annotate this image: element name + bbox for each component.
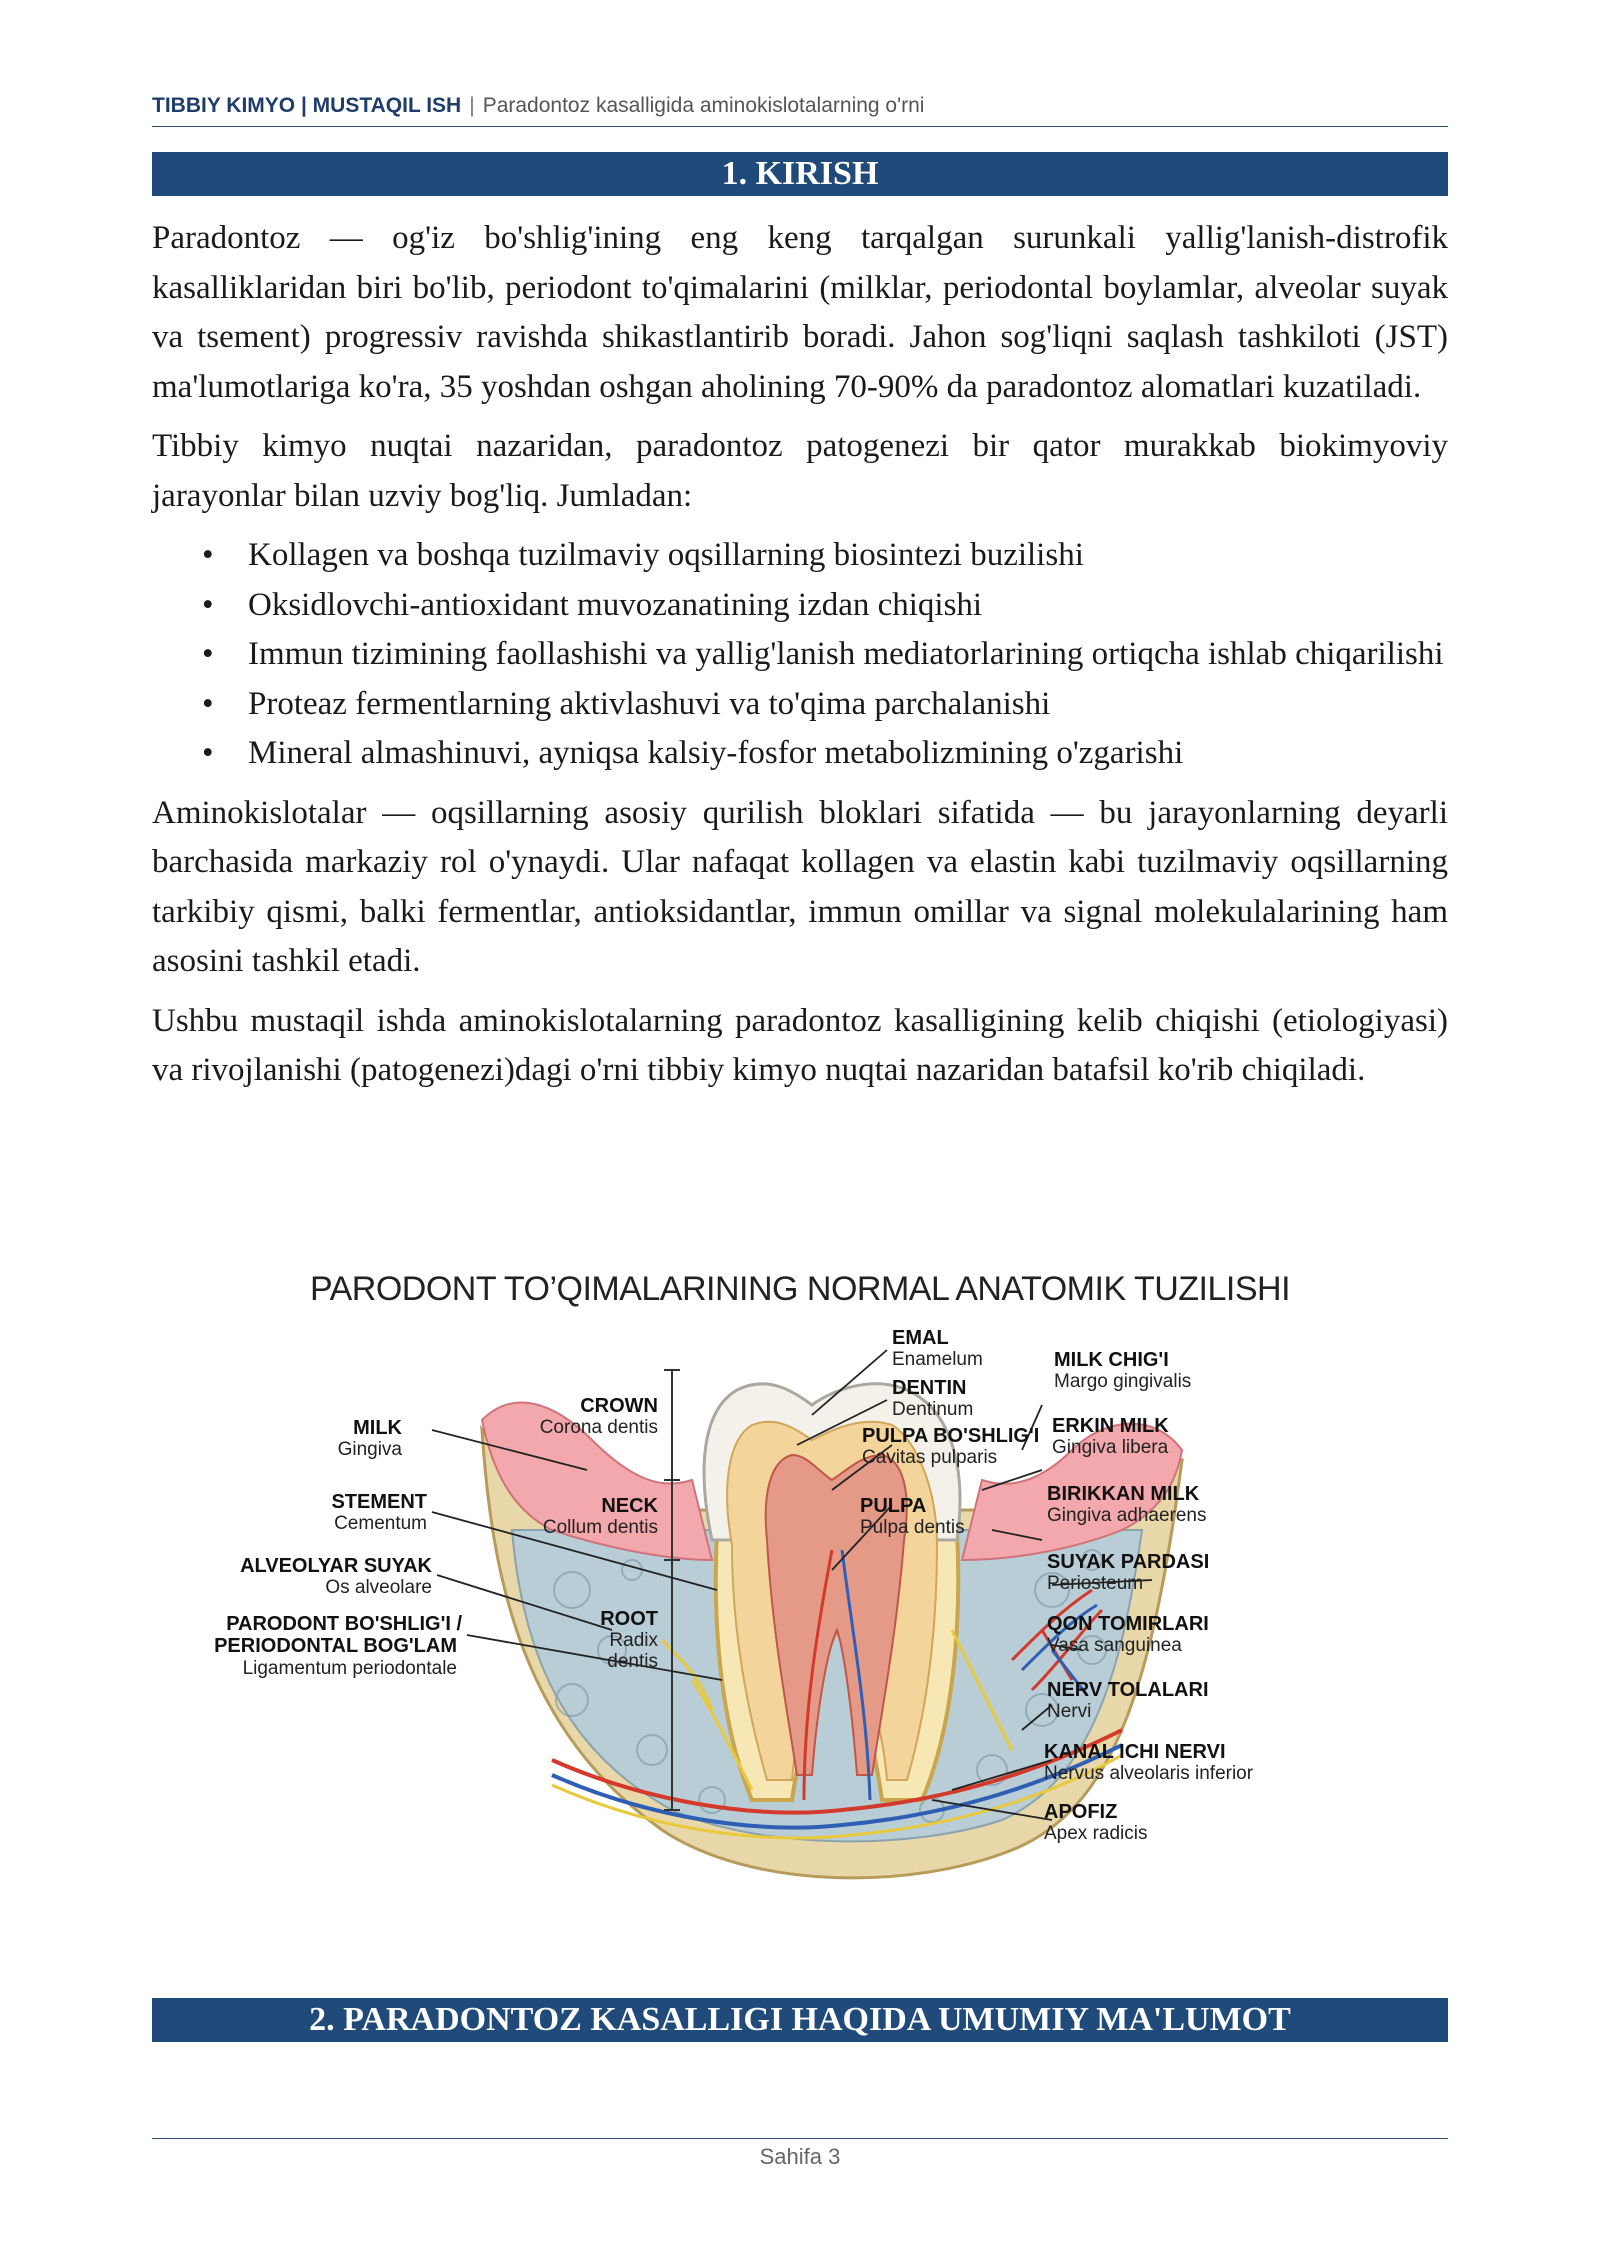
label-cementum: STEMENT [331,1491,427,1513]
label-pulp: PULPA [860,1495,927,1517]
anatomy-figure [192,1270,1408,1910]
list-item [152,630,1448,680]
label-crown-latin: Corona dentis [539,1417,658,1438]
label-gingiva-latin: Gingiva [337,1439,402,1460]
footer-rule [152,2138,1448,2139]
list-item [152,729,1448,779]
list-item-text: Mineral almashinuvi, ayniqsa kalsiy-fosfor metabolizmining o'zgarishi [248,735,1184,771]
list-item-text: Immun tizimining faollashishi va yallig'lanish mediatorlarining ortiqcha ishlab chiqarilishi [248,636,1444,672]
list-item-text: Oksidlovchi-antioxidant muvozanatining izdan chiqishi [248,586,983,623]
list-item [152,680,1448,730]
section-heading-intro: 1. KIRISH [152,152,1448,196]
paragraph: Ushbu mustaqil ishda aminokislotalarning paradontoz kasalligining kelib chiqishi (etiologiyasi) va rivojlanishi (patogenezi)dagi o'rni tibbiy kimyo nuqtai nazaridan batafsil ko'rib chiqiladi. [152,1002,1448,1088]
label-cementum-latin: Cementum [334,1513,427,1534]
list-item [152,531,1448,581]
label-pulp-cavity: PULPA BO'SHLIG'I [862,1425,1040,1447]
label-emal-latin: Enamelum [892,1349,983,1370]
running-header [152,94,1448,118]
figure-title: PARODONT TO’QIMALARINING NORMAL ANATOMIK TUZILISHI [309,1270,1291,1308]
tooth-illustration [192,1330,1408,1910]
label-apex-latin: Apex radicis [1044,1823,1148,1844]
label-periosteum: SUYAK PARDASI [1047,1551,1210,1573]
document-page [152,0,1448,2262]
label-free-gingiva-latin: Gingiva libera [1052,1437,1169,1458]
header-separator: | [469,94,475,117]
label-attached-gingiva-latin: Gingiva adhaerens [1047,1505,1207,1526]
label-free-gingiva: ERKIN MILK [1052,1415,1169,1437]
section-heading-general: 2. PARADONTOZ KASALLIGI HAQIDA UMUMIY MA'LUMOT [152,1998,1448,2042]
label-blood-vessels-latin: Vasa sanguinea [1047,1635,1182,1656]
label-crown: CROWN [580,1395,658,1417]
label-periosteum-latin: Periosteum [1047,1573,1144,1594]
bullet-list [152,531,1448,779]
bullet-glyph: • [202,537,214,573]
label-attached-gingiva: BIRIKKAN MILK [1047,1483,1200,1505]
header-rule [152,126,1448,127]
label-neck: NECK [601,1495,658,1517]
bullet-glyph: • [202,735,214,771]
label-alveolar-bone: ALVEOLYAR SUYAK [240,1555,432,1577]
bullet-glyph: • [202,586,214,623]
label-root: ROOT [600,1608,658,1630]
label-dentin-latin: Dentinum [892,1399,974,1420]
label-gingival-margin-latin: Margo gingivalis [1054,1371,1192,1392]
label-alveolar-bone-latin: Os alveolare [325,1577,432,1598]
paragraph: Aminokislotalar — oqsillarning asosiy qurilish bloklari sifatida — bu jarayonlarning deyarli barchasida markaziy rol o'ynaydi. Ular nafaqat kollagen va elastin kabi tuzilmaviy oqsillarning tarkibiy qismi, balki fermentlar, antioksidantlar, immun omillar va signal molekulalarining ham asosini tashkil etadi. [152,794,1448,979]
course-title: TIBBIY KIMYO | MUSTAQIL ISH [152,94,462,117]
label-emal: EMAL [892,1330,949,1349]
list-item-text: Kollagen va boshqa tuzilmaviy oqsillarning biosintezi buzilishi [248,537,1084,573]
list-item [152,581,1448,631]
label-dentin: DENTIN [892,1377,967,1399]
label-pulp-cavity-latin: Cavitas pulparis [862,1447,998,1468]
label-apex: APOFIZ [1044,1801,1118,1823]
label-pulp-latin: Pulpa dentis [860,1517,965,1538]
page-number: Sahifa 3 [759,2144,841,2169]
label-gingiva: MILK [353,1417,402,1439]
label-canal-nerve-latin: Nervus alveolaris inferior [1044,1763,1254,1784]
label-nerve-fibers: NERV TOLALARI [1047,1679,1209,1701]
label-root-latin: Radix [609,1630,658,1651]
list-item-text: Proteaz fermentlarning aktivlashuvi va to'qima parchalanishi [248,685,1051,722]
label-root-latin: dentis [607,1651,658,1672]
bullet-glyph: • [202,685,214,722]
intro-body [152,214,1448,1106]
topic-title: Paradontoz kasalligida aminokislotalarning o'rni [482,94,925,117]
label-neck-latin: Collum dentis [542,1517,658,1538]
paragraph: Paradontoz — og'iz bo'shlig'ining eng keng tarqalgan surunkali yallig'lanish-distrofik kasalliklaridan biri bo'lib, periodont to'qimalarini (milklar, periodontal boylamlar, alveolar suyak va tsement) progressiv ravishda shikastlantirib boradi. Jahon sog'liqni saqlash tashkiloti (JST) ma'lumotlariga ko'ra, 35 yoshdan oshgan aholining 70-90% da paradontoz alomatlari kuzatiladi. [152,220,1448,405]
label-periodontal-ligament-latin: Ligamentum periodontale [242,1658,457,1679]
label-periodontal-ligament: PARODONT BO'SHLIG'I / [226,1613,462,1635]
label-periodontal-ligament: PERIODONTAL BOG'LAM [214,1635,457,1657]
bullet-glyph: • [202,636,214,672]
label-gingival-margin: MILK CHIG'I [1054,1349,1169,1371]
label-blood-vessels: QON TOMIRLARI [1047,1613,1209,1635]
label-canal-nerve: KANAL ICHI NERVI [1044,1741,1226,1763]
paragraph: Tibbiy kimyo nuqtai nazaridan, paradontoz patogenezi bir qator murakkab biokimyoviy jarayonlar bilan uzviy bog'liq. Jumladan: [152,428,1448,514]
label-nerve-fibers-latin: Nervi [1047,1701,1092,1722]
